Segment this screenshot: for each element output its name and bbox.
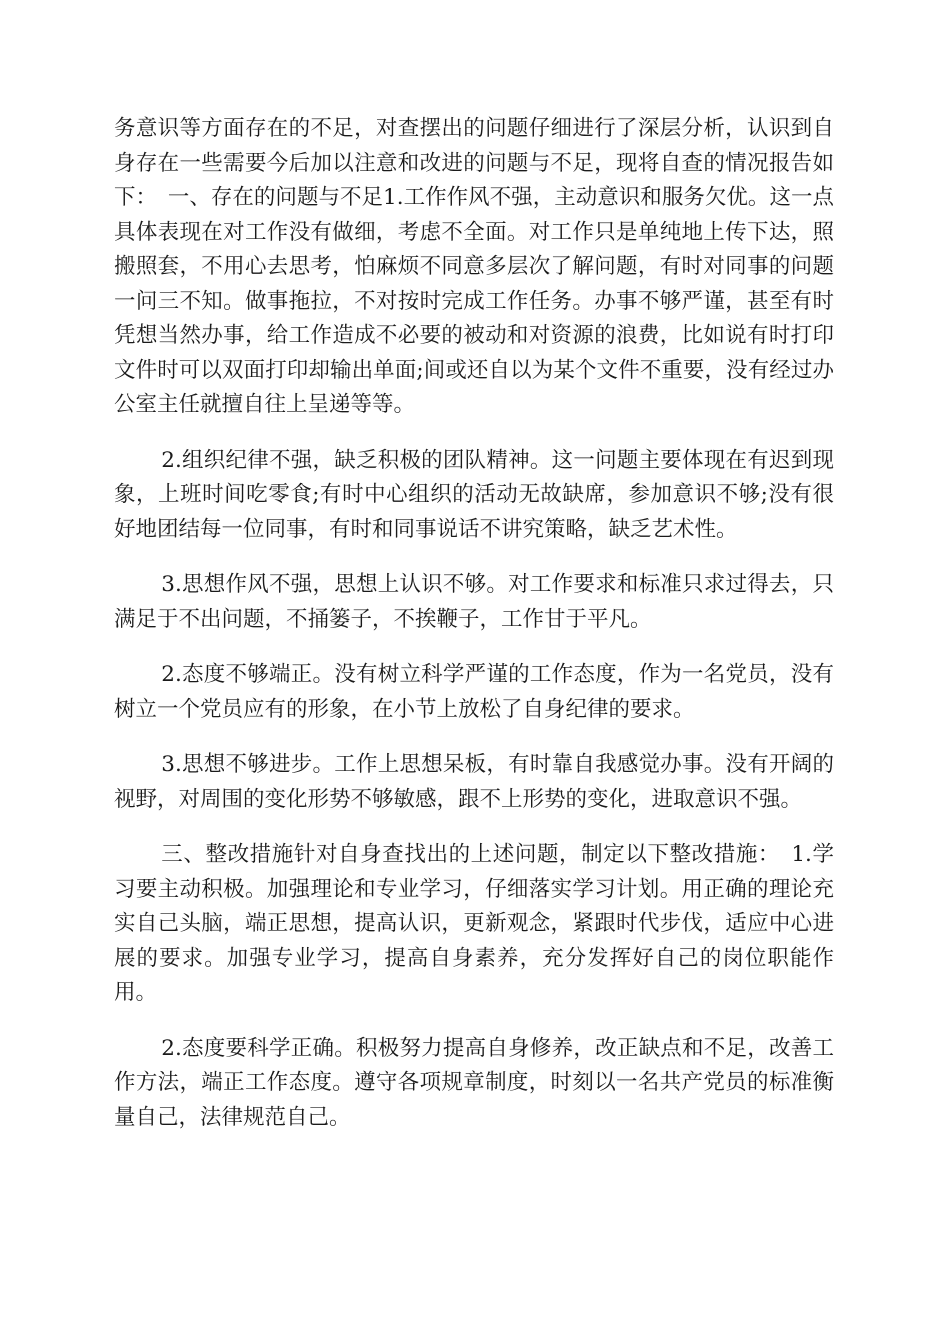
paragraph-thinking-style: 3.思想作风不强，思想上认识不够。对工作要求和标准只求过得去，只满足于不出问题，不捅篓子，不挨鞭子，工作甘于平凡。 <box>114 572 834 632</box>
paragraph-attitude-correct: 2.态度要科学正确。积极努力提高自身修养，改正缺点和不足，改善工作方法，端正工作态度。遵守各项规章制度，时刻以一名共产党员的标准衡量自己，法律规范自己。 <box>114 1035 834 1130</box>
paragraph-rectification-measures: 三、整改措施针对自身查找出的上述问题，制定以下整改措施： 1.学习要主动积极。加强理论和专业学习，仔细落实学习计划。用正确的理论充实自己头脑，端正思想，提高认识，更新观念，紧跟时代步伐，适应中心进展的要求。加强专业学习，提高自身素养，充分发挥好自己的岗位职能作用。 <box>114 842 834 1005</box>
paragraph-attitude: 2.态度不够端正。没有树立科学严谨的工作态度，作为一名党员，没有树立一个党员应有的形象，在小节上放松了自身纪律的要求。 <box>114 662 834 722</box>
paragraph-discipline: 2.组织纪律不强，缺乏积极的团队精神。这一问题主要体现在有迟到现象，上班时间吃零食;有时中心组织的活动无故缺席，参加意识不够;没有很好地团结每一位同事，有时和同事说话不讲究策略，缺乏艺术性。 <box>114 447 834 542</box>
paragraph-progress: 3.思想不够进步。工作上思想呆板，有时靠自我感觉办事。没有开阔的视野，对周围的变化形势不够敏感，跟不上形势的变化，进取意识不强。 <box>114 752 834 812</box>
paragraph-self-inspection-intro: 务意识等方面存在的不足，对查摆出的问题仔细进行了深层分析，认识到自身存在一些需要今后加以注意和改进的问题与不足，现将自查的情况报告如下： 一、存在的问题与不足1.工作作风不强，主动意识和服务欠优。这一点具体表现在对工作没有做细，考虑不全面。对工作只是单纯地上传下达，照搬照套，不用心去思考，怕麻烦不同意多层次了解问题，有时对同事的问题一问三不知。做事拖拉，不对按时完成工作任务。办事不够严谨，甚至有时凭想当然办事，给工作造成不必要的被动和对资源的浪费，比如说有时打印文件时可以双面打印却输出单面;间或还自以为某个文件不重要，没有经过办公室主任就擅自往上呈递等等。 <box>114 116 834 417</box>
document-page <box>114 112 834 1156</box>
